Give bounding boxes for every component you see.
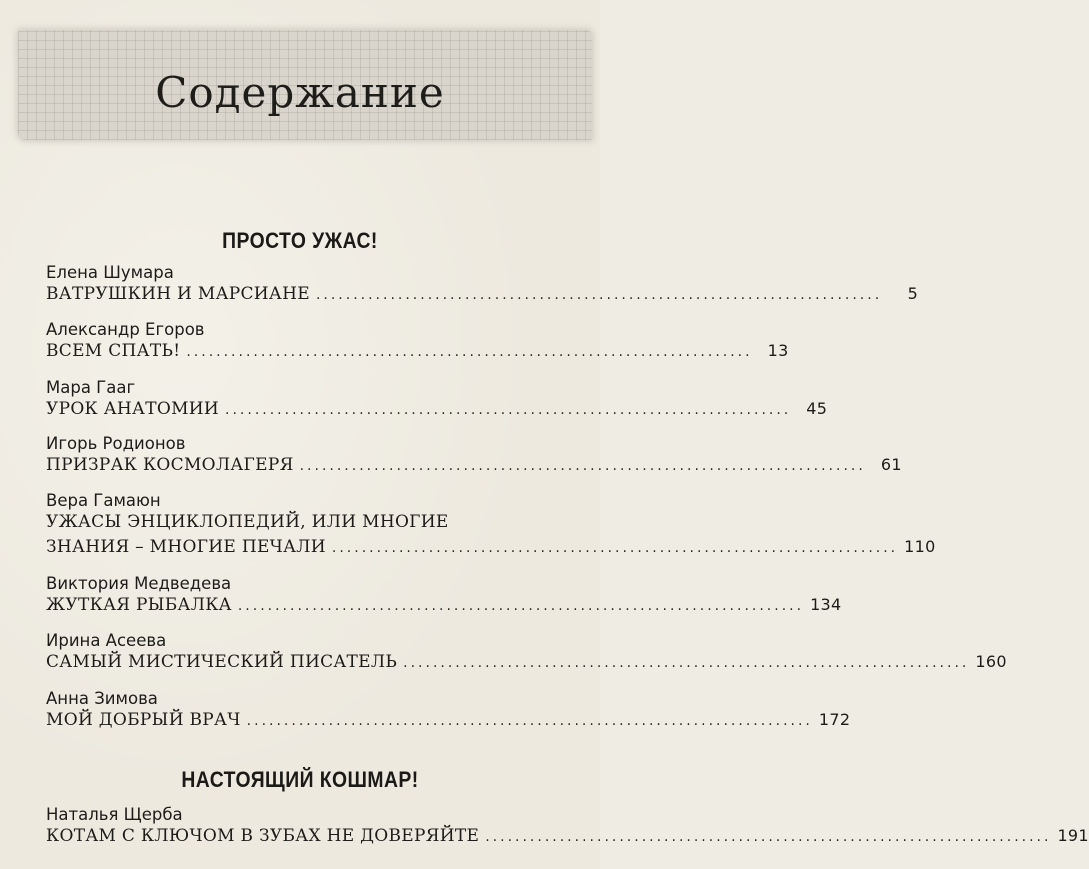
section-heading-nastoyashchiy-koshmar: НАСТОЯЩИЙ КОШМАР! <box>181 767 419 792</box>
dot-leader: ............................................................................ <box>225 402 792 418</box>
toc-entry-line[interactable] <box>46 455 902 479</box>
toc-entry-line[interactable] <box>46 652 1007 676</box>
entry-title-line-1[interactable]: УЖАСЫ ЭНЦИКЛОПЕДИЙ, ИЛИ МНОГИЕ <box>46 512 449 532</box>
toc-entry-line[interactable] <box>46 537 936 561</box>
entry-page-number: 191 <box>1057 826 1089 845</box>
entry-title: ЖУТКАЯ РЫБАЛКА <box>46 595 232 615</box>
entry-author: Анна Зимова <box>46 689 158 708</box>
page-title: Содержание <box>155 68 445 117</box>
entry-title: КОТАМ С КЛЮЧОМ В ЗУБАХ НЕ ДОВЕРЯЙТЕ <box>46 826 480 846</box>
entry-page-number: 5 <box>907 284 919 303</box>
dot-leader: ............................................................................ <box>246 713 813 729</box>
entry-title: ЗНАНИЯ – МНОГИЕ ПЕЧАЛИ <box>46 537 326 557</box>
toc-entry-line[interactable] <box>46 399 828 423</box>
toc-entry-line[interactable] <box>46 595 842 619</box>
entry-page-number: 172 <box>818 710 851 729</box>
toc-entry-line[interactable] <box>46 710 851 734</box>
toc-entry-line[interactable] <box>46 341 789 365</box>
entry-page-number: 110 <box>904 537 936 556</box>
entry-title: ВСЕМ СПАТЬ! <box>46 341 181 361</box>
entry-page-number: 61 <box>880 455 902 474</box>
entry-title: ВАТРУШКИН И МАРСИАНЕ <box>46 284 310 304</box>
dot-leader: ............................................................................ <box>403 655 970 671</box>
entry-title: МОЙ ДОБРЫЙ ВРАЧ <box>46 710 241 730</box>
entry-author: Вера Гамаюн <box>46 491 161 510</box>
entry-author: Наталья Щерба <box>46 805 183 824</box>
entry-author: Александр Егоров <box>46 320 205 339</box>
entry-author: Ирина Асеева <box>46 631 167 650</box>
section-heading-prosto-uzhas: ПРОСТО УЖАС! <box>222 228 378 253</box>
dot-leader: ............................................................................ <box>485 829 1052 845</box>
entry-page-number: 160 <box>975 652 1007 671</box>
entry-title: УРОК АНАТОМИИ <box>46 399 220 419</box>
entry-page-number: 13 <box>767 341 789 360</box>
entry-page-number: 45 <box>806 399 828 418</box>
dot-leader: ............................................................................ <box>299 458 866 474</box>
toc-entry-line[interactable] <box>46 826 1089 850</box>
entry-author: Мара Гааг <box>46 378 136 397</box>
dot-leader: ............................................................................ <box>331 540 899 556</box>
entry-author: Виктория Медведева <box>46 574 232 593</box>
entry-title: ПРИЗРАК КОСМОЛАГЕРЯ <box>46 455 294 475</box>
toc-entry-line[interactable] <box>46 284 919 308</box>
entry-author: Игорь Родионов <box>46 434 186 453</box>
entry-author: Елена Шумара <box>46 263 174 282</box>
entry-page-number: 134 <box>810 595 842 614</box>
entry-title: САМЫЙ МИСТИЧЕСКИЙ ПИСАТЕЛЬ <box>46 652 398 672</box>
dot-leader: ............................................................................ <box>315 287 883 303</box>
dot-leader: ............................................................................ <box>186 344 753 360</box>
dot-leader: ............................................................................ <box>237 598 805 614</box>
